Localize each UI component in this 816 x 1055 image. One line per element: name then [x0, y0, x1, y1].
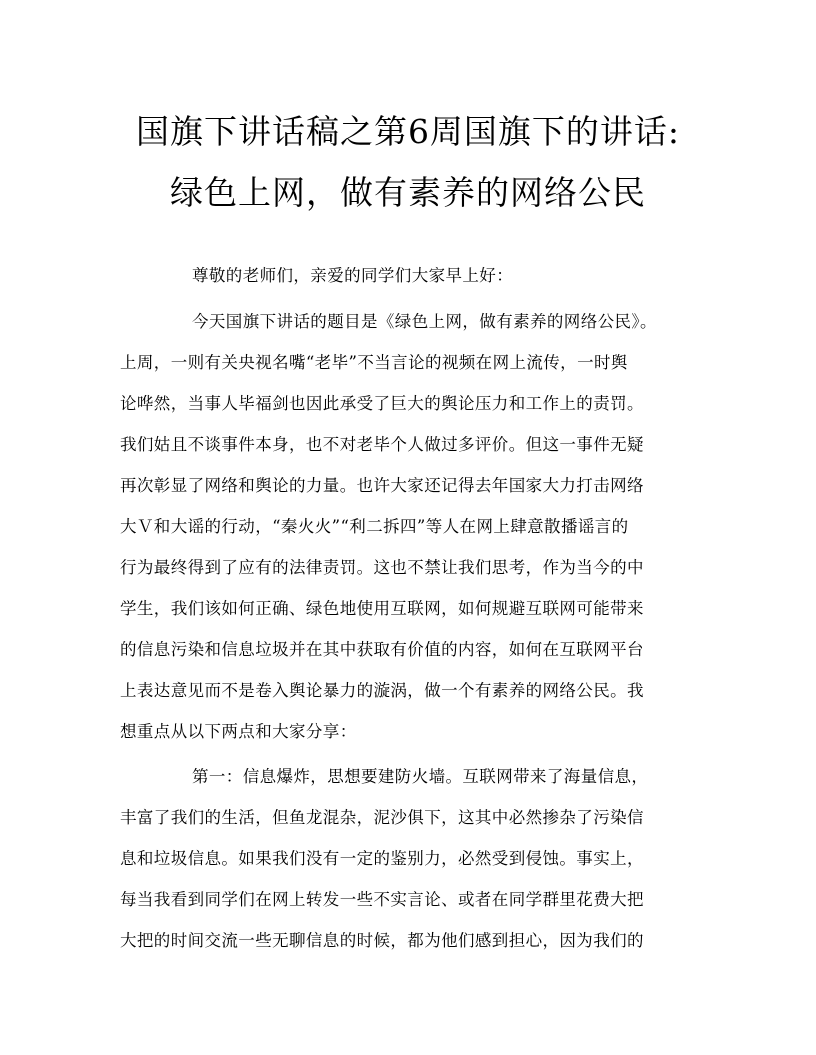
salutation-line: 尊敬的老师们，亲爱的同学们大家早上好： [192, 266, 514, 285]
paragraph-line: 今天国旗下讲话的题目是《绿色上网，做有素养的网络公民》。 [192, 312, 657, 331]
paragraph-line: 学生，我们该如何正确、绿色地使用互联网，如何规避互联网可能带来 [120, 599, 644, 618]
paragraph-line: 上周，一则有关央视名嘴“老毕”不当言论的视频在网上流传，一时舆 [120, 353, 628, 372]
paragraph-line: 息和垃圾信息。如果我们没有一定的鉴别力，必然受到侵蚀。事实上， [120, 849, 644, 868]
paragraph-line: 我们姑且不谈事件本身，也不对老毕个人做过多评价。但这一事件无疑 [120, 435, 644, 454]
paragraph-line: 行为最终得到了应有的法律责罚。这也不禁让我们思考，作为当今的中 [120, 558, 644, 577]
paragraph-line: 论哗然，当事人毕福剑也因此承受了巨大的舆论压力和工作上的责罚。 [120, 394, 644, 413]
paragraph-line: 再次彰显了网络和舆论的力量。也许大家还记得去年国家大力打击网络 [120, 476, 644, 495]
paragraph-line: 的信息污染和信息垃圾并在其中获取有价值的内容，如何在互联网平台 [120, 640, 644, 659]
paragraph-line: 大Ｖ和大谣的行动，“秦火火”“利二拆四”等人在网上肆意散播谣言的 [120, 517, 629, 536]
paragraph-line: 每当我看到同学们在网上转发一些不实言论、或者在同学群里花费大把 [120, 890, 644, 909]
paragraph-line: 第一：信息爆炸，思想要建防火墙。互联网带来了海量信息， [192, 767, 649, 786]
paragraph-line: 想重点从以下两点和大家分享： [120, 722, 357, 741]
paragraph-line: 丰富了我们的生活，但鱼龙混杂，泥沙俱下，这其中必然掺杂了污染信 [120, 808, 644, 827]
paragraph-line: 大把的时间交流一些无聊信息的时候，都为他们感到担心，因为我们的 [120, 931, 644, 950]
document-title-line-1: 国旗下讲话稿之第6周国旗下的讲话: [135, 112, 681, 151]
paragraph-line: 上表达意见而不是卷入舆论暴力的漩涡，做一个有素养的网络公民。我 [120, 681, 644, 700]
document-title-line-2: 绿色上网，做有素养的网络公民 [170, 173, 646, 212]
